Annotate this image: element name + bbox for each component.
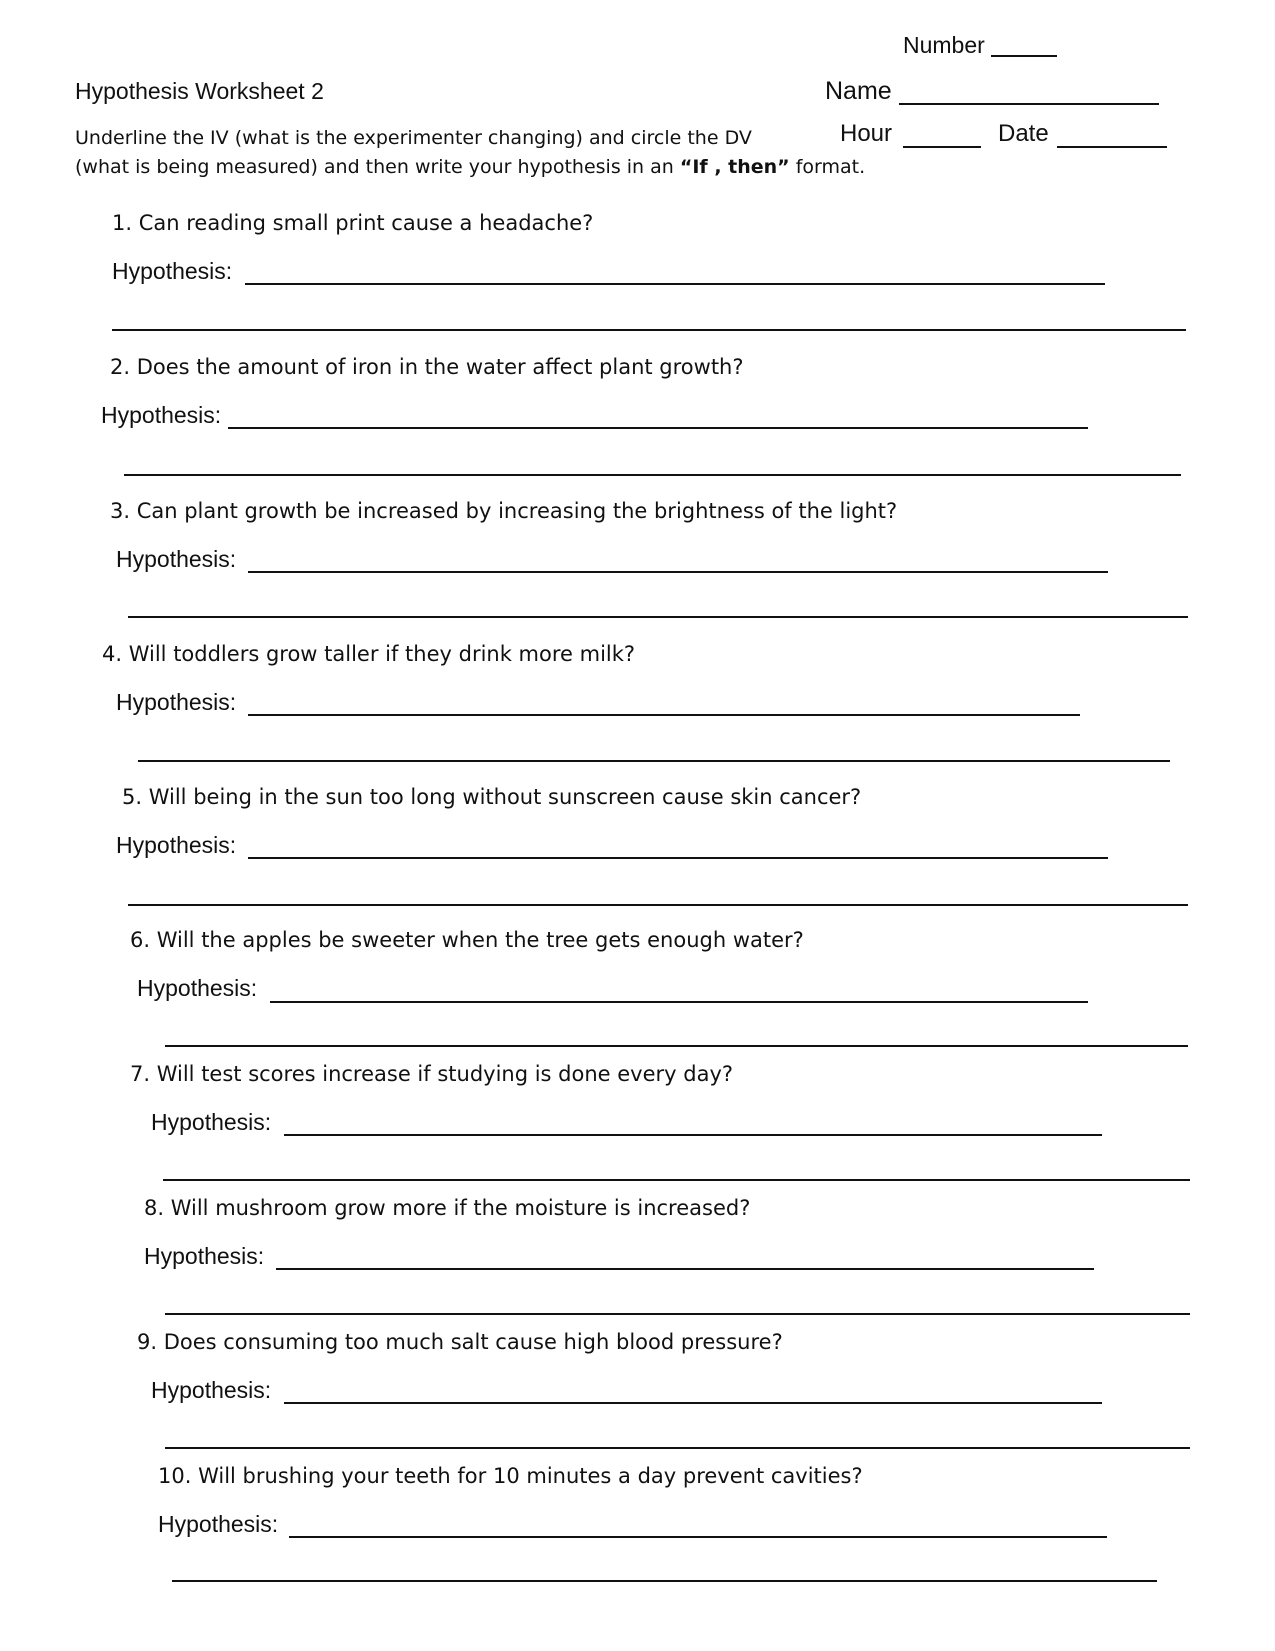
question-9: 9. Does consuming too much salt cause high blood pressure?: [137, 1330, 783, 1354]
answer-line-2b[interactable]: [124, 474, 1181, 476]
number-blank[interactable]: [991, 55, 1057, 57]
hypothesis-label-1: Hypothesis:: [112, 258, 233, 284]
question-7: 7. Will test scores increase if studying is done every day?: [130, 1062, 734, 1086]
answer-line-7b[interactable]: [163, 1179, 1190, 1181]
date-blank[interactable]: [1057, 146, 1167, 148]
answer-line-5b[interactable]: [128, 904, 1188, 906]
question-3: 3. Can plant growth be increased by increasing the brightness of the light?: [110, 499, 898, 523]
instructions-line-1: Underline the IV (what is the experimenter changing) and circle the DV: [75, 127, 752, 149]
instructions-line-2-end: format.: [789, 156, 866, 178]
answer-line-9b[interactable]: [165, 1447, 1190, 1449]
hour-label: Hour: [840, 120, 893, 147]
answer-line-10b[interactable]: [172, 1580, 1157, 1582]
worksheet-title: Hypothesis Worksheet 2: [75, 78, 324, 104]
question-8: 8. Will mushroom grow more if the moisture is increased?: [144, 1196, 751, 1220]
hypothesis-label-2: Hypothesis:: [101, 402, 222, 428]
answer-line-1b[interactable]: [112, 329, 1186, 331]
name-blank[interactable]: [899, 103, 1159, 105]
instructions-line-2-start: (what is being measured) and then write your hypothesis in an: [75, 156, 680, 178]
date-label: Date: [998, 120, 1049, 147]
hypothesis-label-9: Hypothesis:: [151, 1377, 272, 1403]
name-label: Name: [825, 77, 892, 105]
answer-line-10a[interactable]: [289, 1536, 1107, 1538]
answer-line-1a[interactable]: [245, 283, 1105, 285]
hypothesis-label-6: Hypothesis:: [137, 975, 258, 1001]
question-4: 4. Will toddlers grow taller if they drink more milk?: [102, 642, 636, 666]
answer-line-8a[interactable]: [276, 1268, 1094, 1270]
answer-line-4b[interactable]: [138, 760, 1170, 762]
answer-line-7a[interactable]: [284, 1134, 1102, 1136]
hour-blank[interactable]: [903, 146, 981, 148]
answer-line-3b[interactable]: [128, 616, 1188, 618]
hypothesis-label-8: Hypothesis:: [144, 1243, 265, 1269]
answer-line-6b[interactable]: [165, 1045, 1188, 1047]
hypothesis-label-4: Hypothesis:: [116, 689, 237, 715]
instructions-line-2: [75, 153, 865, 182]
question-2: 2. Does the amount of iron in the water affect plant growth?: [110, 355, 744, 379]
question-5: 5. Will being in the sun too long without sunscreen cause skin cancer?: [122, 785, 862, 809]
question-1: 1. Can reading small print cause a headache?: [112, 211, 594, 235]
hypothesis-label-10: Hypothesis:: [158, 1511, 279, 1537]
number-label: Number: [903, 32, 985, 58]
instructions: [75, 124, 865, 182]
answer-line-2a[interactable]: [228, 427, 1088, 429]
question-6: 6. Will the apples be sweeter when the tree gets enough water?: [130, 928, 804, 952]
answer-line-3a[interactable]: [248, 571, 1108, 573]
answer-line-4a[interactable]: [248, 714, 1080, 716]
answer-line-5a[interactable]: [248, 857, 1108, 859]
hypothesis-label-3: Hypothesis:: [116, 546, 237, 572]
if-then-format: “If , then”: [679, 156, 790, 178]
question-10: 10. Will brushing your teeth for 10 minutes a day prevent cavities?: [158, 1464, 863, 1488]
answer-line-9a[interactable]: [284, 1402, 1102, 1404]
answer-line-6a[interactable]: [270, 1001, 1088, 1003]
answer-line-8b[interactable]: [165, 1313, 1190, 1315]
hypothesis-label-5: Hypothesis:: [116, 832, 237, 858]
hypothesis-label-7: Hypothesis:: [151, 1109, 272, 1135]
